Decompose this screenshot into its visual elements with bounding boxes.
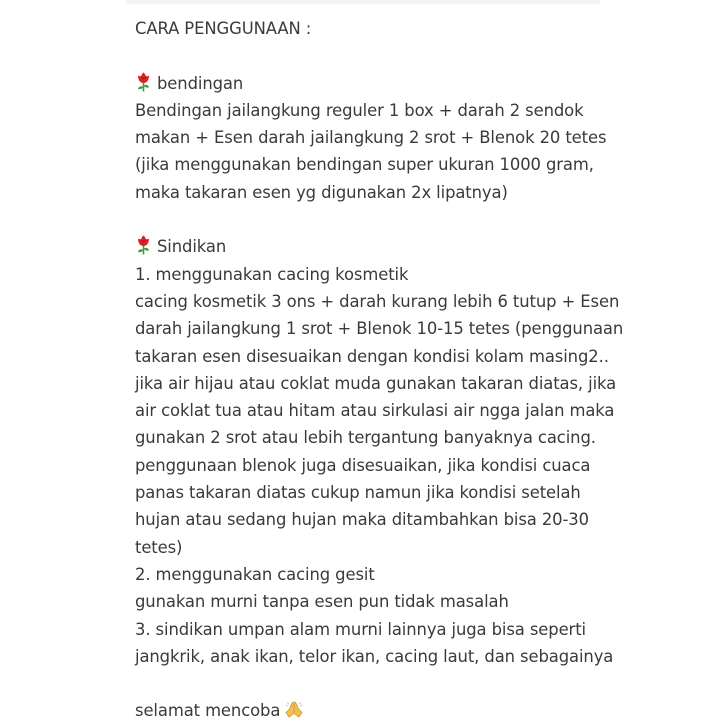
closing-text: selamat mencoba: [135, 701, 281, 721]
document-body: [135, 15, 720, 725]
spacer: [135, 670, 720, 697]
text-line: cacing kosmetik 3 ons + darah kurang lebih 6 tutup + Esen: [135, 291, 620, 311]
document-title: CARA PENGGUNAAN :: [135, 19, 312, 38]
text-line: jangkrik, anak ikan, telor ikan, cacing laut, dan sebagainya: [135, 646, 614, 666]
text-line: Bendingan jailangkung reguler 1 box + darah 2 sendok: [135, 100, 584, 120]
text-line: gunakan murni tanpa esen pun tidak masalah: [135, 592, 509, 612]
top-divider: [126, 0, 600, 4]
text-line: air coklat tua atau hitam atau sirkulasi air ngga jalan maka: [135, 401, 615, 421]
text-line: gunakan 2 srot atau lebih tergantung banyaknya cacing.: [135, 428, 596, 448]
text-line: jika air hijau atau coklat muda gunakan takaran diatas, jika: [135, 373, 617, 393]
text-line: 2. menggunakan cacing gesit: [135, 564, 375, 584]
text-line: darah jailangkung 1 srot + Blenok 10-15 tetes (penggunaan: [135, 319, 624, 339]
text-line: makan + Esen darah jailangkung 2 srot + Blenok 20 tetes: [135, 128, 607, 148]
rose-icon: [135, 72, 153, 92]
text-line: tetes): [135, 537, 183, 557]
text-line: 3. sindikan umpan alam murni lainnya juga bisa seperti: [135, 619, 586, 639]
text-line: penggunaan blenok juga disesuaikan, jika kondisi cuaca: [135, 455, 591, 475]
section-heading-label: Sindikan: [157, 237, 227, 257]
rose-icon: [135, 235, 153, 255]
text-line: maka takaran esen yg digunakan 2x lipatnya): [135, 182, 508, 202]
text-line: 1. menggunakan cacing kosmetik: [135, 264, 409, 284]
text-line: takaran esen disesuaikan dengan kondisi kolam masing2..: [135, 346, 609, 366]
spacer: [135, 206, 720, 233]
text-line: (jika menggunakan bendingan super ukuran 1000 gram,: [135, 155, 594, 175]
spacer: [135, 42, 720, 69]
text-line: hujan atau sedang hujan maka ditambahkan bisa 20-30: [135, 510, 589, 530]
section-heading-sindikan: [135, 233, 720, 260]
text-line: panas takaran diatas cukup namun jika kondisi setelah: [135, 483, 581, 503]
folded-hands-icon: [284, 700, 304, 718]
closing-line: [135, 697, 720, 724]
section-heading-label: bendingan: [157, 73, 244, 93]
section-heading-bendingan: [135, 70, 720, 97]
